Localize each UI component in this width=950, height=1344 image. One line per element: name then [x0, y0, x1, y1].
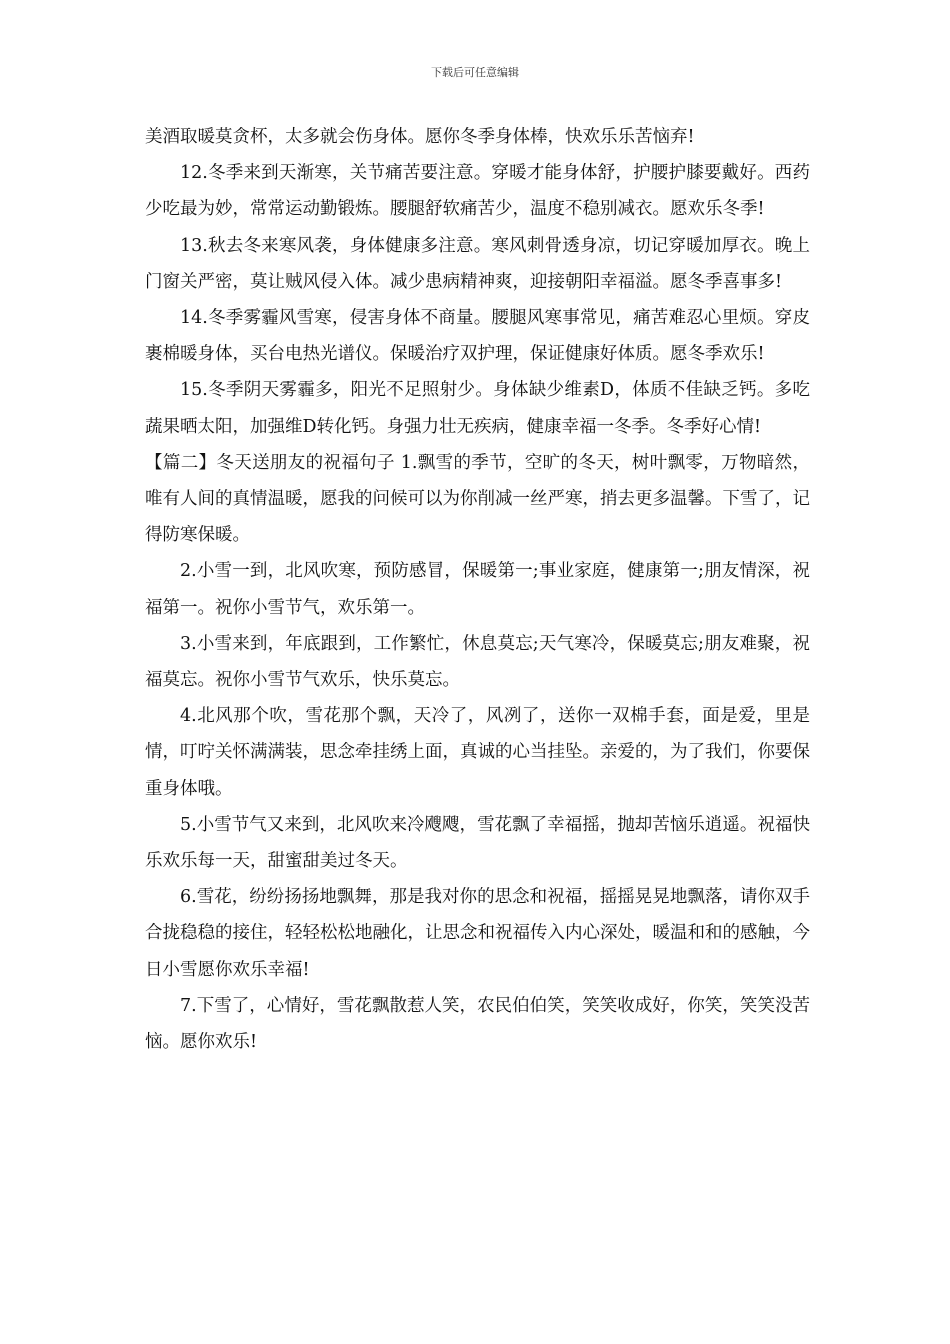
paragraph-item-5: 5.小雪节气又来到，北风吹来冷飕飕，雪花飘了幸福摇，抛却苦恼乐逍遥。祝福快乐欢乐每一天，甜蜜甜美过冬天。 — [145, 814, 810, 872]
paragraph-item-3: 3.小雪来到，年底跟到，工作繁忙，休息莫忘;天气寒冷，保暖莫忘;朋友难聚，祝福莫忘。祝你小雪节气欢乐，快乐莫忘。 — [145, 633, 810, 691]
document-body — [145, 119, 810, 1060]
paragraph-item-15: 15.冬季阴天雾霾多，阳光不足照射少。身体缺少维素D，体质不佳缺乏钙。多吃蔬果晒太阳，加强维D转化钙。身强力壮无疾病，健康幸福一冬季。冬季好心情! — [145, 380, 810, 437]
paragraph-item-13: 13.秋去冬来寒风袭，身体健康多注意。寒风刺骨透身凉，切记穿暖加厚衣。晚上门窗关严密，莫让贼风侵入体。减少患病精神爽，迎接朝阳幸福溢。愿冬季喜事多! — [145, 235, 810, 292]
paragraph-item-7: 7.下雪了，心情好，雪花飘散惹人笑，农民伯伯笑，笑笑收成好，你笑，笑笑没苦恼。愿你欢乐! — [145, 995, 810, 1053]
paragraph-continuation: 美酒取暖莫贪杯，太多就会伤身体。愿你冬季身体棒，快欢乐乐苦恼弃! — [145, 127, 695, 147]
paragraph-item-4: 4.北风那个吹，雪花那个飘，天冷了，风冽了，送你一双棉手套，面是爱，里是情，叮咛关怀满满装，思念牵挂绣上面，真诚的心当挂坠。亲爱的，为了我们，你要保重身体哦。 — [145, 706, 810, 799]
paragraph-item-12: 12.冬季来到天渐寒，关节痛苦要注意。穿暖才能身体舒，护腰护膝要戴好。西药少吃最为妙，常常运动勤锻炼。腰腿舒软痛苦少，温度不稳别减衣。愿欢乐冬季! — [145, 163, 810, 220]
paragraph-item-14: 14.冬季雾霾风雪寒，侵害身体不商量。腰腿风寒事常见，痛苦难忍心里烦。穿皮裹棉暖身体，买台电热光谱仪。保暖治疗双护理，保证健康好体质。愿冬季欢乐! — [145, 308, 810, 365]
section-two-intro: 【篇二】冬天送朋友的祝福句子 1.飘雪的季节，空旷的冬天，树叶飘零，万物暗然，唯有人间的真情温暖，愿我的问候可以为你削减一丝严寒，捎去更多温馨。下雪了，记得防寒保暖。 — [145, 452, 810, 546]
paragraph-item-2: 2.小雪一到，北风吹寒，预防感冒，保暖第一;事业家庭，健康第一;朋友情深，祝福第一。祝你小雪节气，欢乐第一。 — [145, 561, 810, 618]
page-header: 下载后可任意编辑 — [431, 66, 519, 79]
paragraph-item-6: 6.雪花，纷纷扬扬地飘舞，那是我对你的思念和祝福，摇摇晃晃地飘落，请你双手合拢稳稳的接住，轻轻松松地融化，让思念和祝福传入内心深处，暖温和和的感触，今日小雪愿你欢乐幸福! — [145, 887, 810, 980]
